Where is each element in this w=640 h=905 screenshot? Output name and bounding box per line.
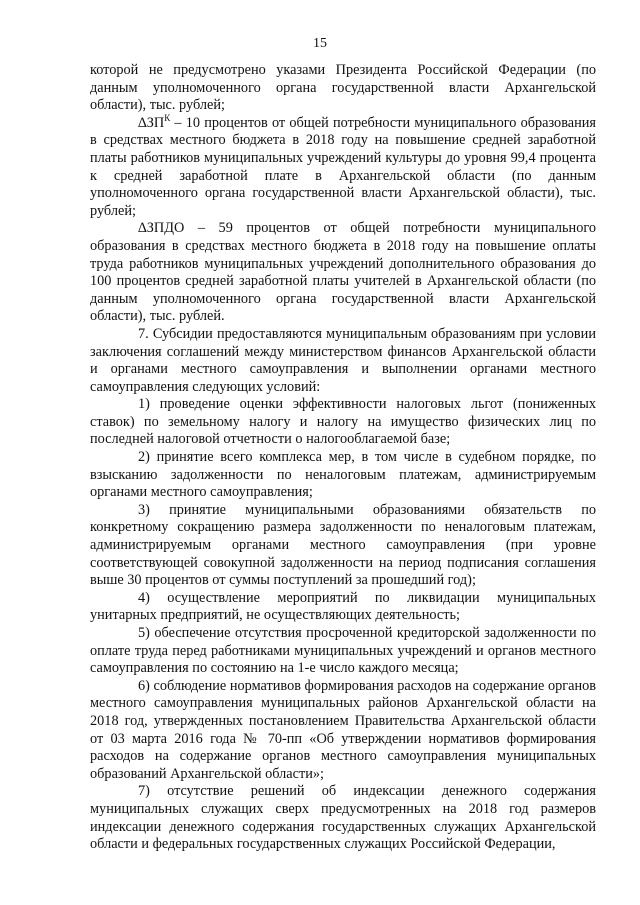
paragraph-continuation: которой не предусмотрено указами Президента Российской Федерации (по данным уполномоченного органа государственной власти Архангельской области), тыс. рублей;: [90, 62, 596, 114]
condition-item-4: 4) осуществление мероприятий по ликвидации муниципальных унитарных предприятий, не осуществляющих деятельность;: [90, 589, 596, 624]
paragraph-delta-culture: [90, 115, 596, 221]
formula-superscript: К: [164, 113, 171, 124]
paragraph-item-7: 7. Субсидии предоставляются муниципальным образованиям при условии заключения соглашений между министерством финансов Архангельской области и органами местного самоуправления и выполнении органами местного самоуправления следующих условий:: [90, 325, 596, 395]
page-number: 15: [313, 36, 327, 51]
formula-symbol: ∆ЗП: [138, 114, 165, 131]
condition-item-5: 5) обеспечение отсутствия просроченной кредиторской задолженности по оплате труда перед работниками муниципальных учреждений и органов местного самоуправления по состоянию на 1-е число каждого месяца;: [90, 625, 596, 677]
condition-item-1: 1) проведение оценки эффективности налоговых льгот (пониженных ставок) по земельному налогу и налогу на имущество физических лиц по последней налоговой отчетности о налогооблагаемой базе;: [90, 396, 596, 448]
condition-item-6: 6) соблюдение нормативов формирования расходов на содержание органов местного самоуправления муниципальных районов Архангельской области на 2018 год, утвержденных постановлением Правительства Архангельской области от 03 марта 2016 года № 70-пп «Об утверждении нормативов формирования расходов на содержание органов местного самоуправления муниципальных образований Архангельской области»;: [90, 677, 596, 782]
paragraph-text: – 10 процентов от общей потребности муниципального образования в средствах местного бюджета в 2018 году на повышение средней заработной платы работников муниципальных учреждений культуры до уровня 99,4 процента к средней заработной плате в Архангельской области (по данным уполномоченного органа государственной власти Архангельской области), тыс. рублей;: [90, 114, 596, 219]
condition-item-3: 3) принятие муниципальными образованиями обязательств по конкретному сокращению размера задолженности по неналоговым платежам, администрируемым органами местного самоуправления (при уровне соответствующей совокупной задолженности на период подписания соглашения выше 30 процентов от суммы поступлений за прошедший год);: [90, 501, 596, 589]
condition-item-2: 2) принятие всего комплекса мер, в том числе в судебном порядке, по взысканию задолженности по неналоговым платежам, администрируемым органами местного самоуправления;: [90, 449, 596, 501]
paragraph-delta-additional-education: ∆ЗПДО – 59 процентов от общей потребности муниципального образования в средствах местного бюджета в 2018 году на повышение оплаты труда работников муниципальных учреждений дополнительного образования до 100 процентов средней заработной платы учителей в Архангельской области (по данным уполномоченного органа государственной власти Архангельской области), тыс. рублей.: [90, 220, 596, 325]
document-body: [90, 62, 596, 854]
condition-item-7: 7) отсутствие решений об индексации денежного содержания муниципальных служащих сверх предусмотренных на 2018 год размеров индексации денежного содержания государственных служащих Архангельской области и федеральных государственных служащих Российской Федерации,: [90, 783, 596, 853]
